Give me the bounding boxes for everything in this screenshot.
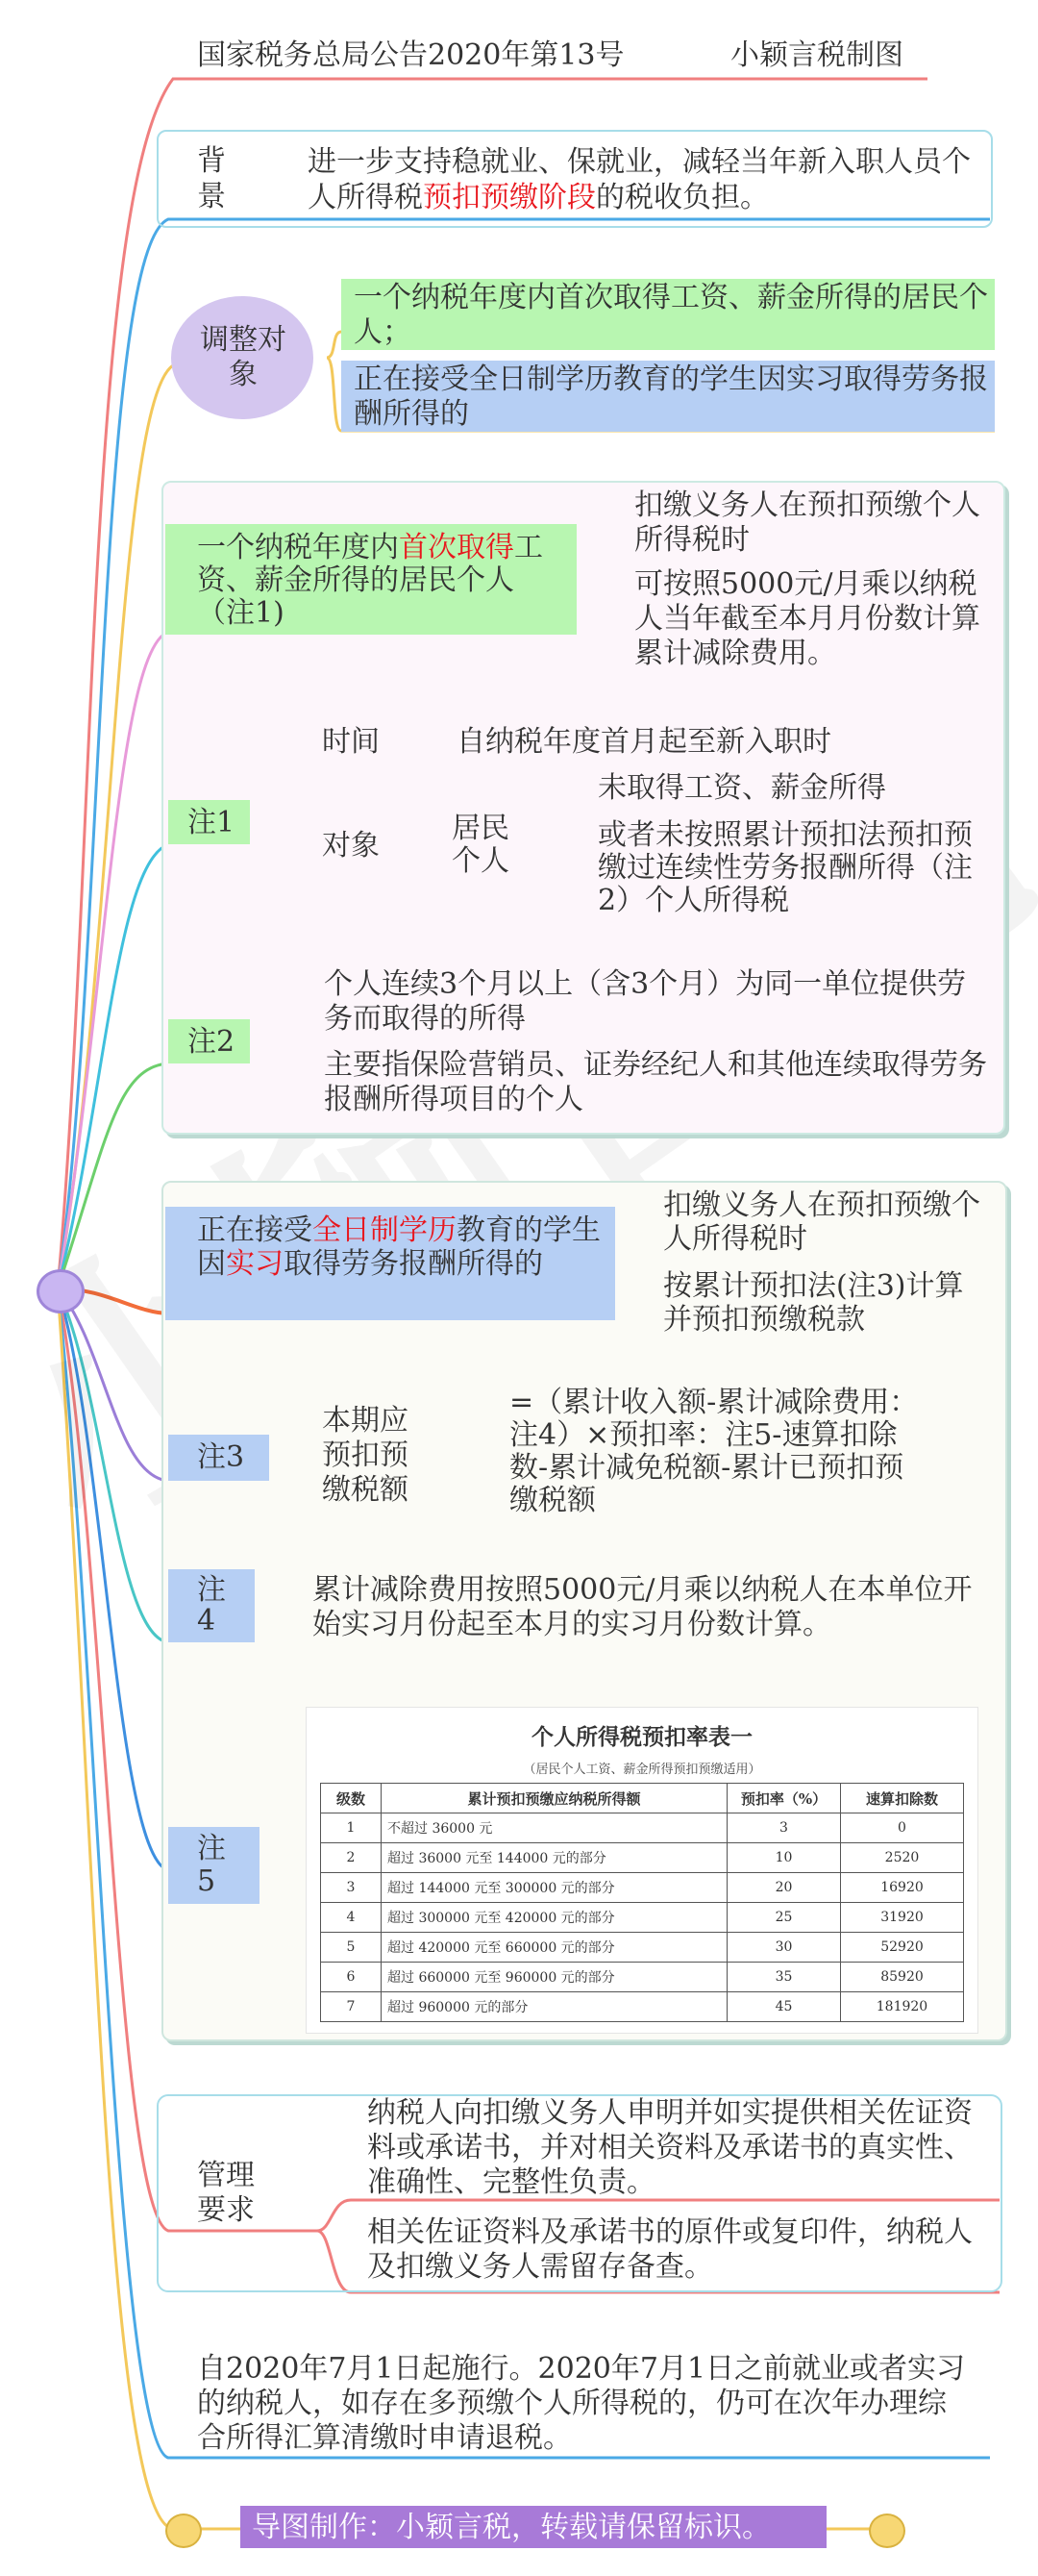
section1-main-text: 一个纳税年度内首次取得工资、薪金所得的居民个人（注1) [197, 531, 543, 630]
target-item-1-text: 一个纳税年度内首次取得工资、薪金所得的居民个人； [354, 281, 988, 349]
rate-table-row [321, 1963, 964, 1992]
root-node[interactable] [37, 1269, 85, 1313]
rate-table-cell: 45 [728, 1992, 841, 2022]
rate-table-cell: 1 [321, 1813, 382, 1843]
rate-table-card [306, 1707, 978, 2034]
section2-highlight-2: 实习 [226, 1247, 284, 1281]
rate-header: 累计预扣预缴应纳税所得额 [382, 1784, 728, 1813]
note1-time-label: 时间 [322, 725, 380, 759]
note2-item-2: 主要指保险营销员、证券经纪人和其他连续取得劳务报酬所得项目的个人 [324, 1048, 987, 1116]
footer-right-node [869, 2513, 905, 2548]
brand-title: 小颖言税制图 [730, 38, 903, 72]
section1-right-2: 可按照5000元/月乘以纳税人当年截至本月月份数计算累计减除费用。 [634, 567, 980, 670]
rate-table-cell: 7 [321, 1992, 382, 2022]
rate-table-cell: 超过 660000 元至 960000 元的部分 [382, 1963, 728, 1992]
rate-table-cell: 25 [728, 1903, 841, 1933]
rate-table-cell: 181920 [841, 1992, 964, 2022]
footer-left-node [165, 2513, 202, 2548]
rate-table-cell: 3 [321, 1873, 382, 1903]
rate-table-cell: 4 [321, 1903, 382, 1933]
rate-table-row [321, 1843, 964, 1873]
rate-table-cell: 超过 36000 元至 144000 元的部分 [382, 1843, 728, 1873]
rate-table-row [321, 1992, 964, 2022]
note3-formula: =（累计收入额-累计减除费用：注4）×预扣率：注5-速算扣除数-累计减免税额-累计已预扣预缴税额 [509, 1386, 919, 1517]
background-highlight: 预扣预缴阶段 [423, 181, 596, 214]
rate-table [320, 1783, 964, 2022]
rate-table-cell: 超过 144000 元至 300000 元的部分 [382, 1873, 728, 1903]
rate-table-cell: 0 [841, 1813, 964, 1843]
footer-text: 导图制作：小颖言税，转载请保留标识。 [252, 2511, 771, 2544]
target-label: 调整对象 [200, 323, 286, 391]
note1-tag-text: 注1 [187, 806, 235, 839]
rate-table-cell: 30 [728, 1933, 841, 1963]
note4-tag-text: 注4 [197, 1573, 226, 1638]
note4-text: 累计减除费用按照5000元/月乘以纳税人在本单位开始实习月份起至本月的实习月份数计算。 [312, 1573, 973, 1641]
rate-table-cell: 35 [728, 1963, 841, 1992]
rate-table-cell: 5 [321, 1933, 382, 1963]
management-item-2: 相关佐证资料及承诺书的原件或复印件，纳税人及扣缴义务人需留存备查。 [367, 2215, 973, 2284]
section1-highlight: 首次取得 [399, 531, 514, 564]
note2-item-1: 个人连续3个月以上（含3个月）为同一单位提供劳务而取得的所得 [324, 967, 967, 1036]
rate-table-row [321, 1903, 964, 1933]
rate-header: 预扣率（%） [728, 1784, 841, 1813]
note5-tag-text: 注5 [197, 1832, 226, 1898]
rate-table-cell: 20 [728, 1873, 841, 1903]
note1-time-value: 自纳税年度首月起至新入职时 [457, 725, 831, 759]
rate-header: 速算扣除数 [841, 1784, 964, 1813]
target-item-2-text: 正在接受全日制学历教育的学生因实习取得劳务报酬所得的 [354, 363, 988, 431]
note2-tag-text: 注2 [187, 1025, 235, 1059]
rate-table-cell: 3 [728, 1813, 841, 1843]
rate-table-subtitle: （居民个人工资、薪金所得预扣预缴适用） [523, 1763, 761, 1777]
background-label-2: 景 [197, 180, 226, 213]
section1-right-1: 扣缴义务人在预扣预缴个人所得税时 [634, 488, 980, 557]
rate-table-cell: 不超过 36000 元 [382, 1813, 728, 1843]
rate-table-cell: 超过 420000 元至 660000 元的部分 [382, 1933, 728, 1963]
background-text: 进一步支持稳就业、保就业，减轻当年新入职人员个人所得税预扣预缴阶段的税收负担。 [308, 145, 971, 214]
rate-table-cell: 2 [321, 1843, 382, 1873]
doc-title: 国家税务总局公告2020年第13号 [197, 38, 625, 72]
rate-table-cell: 10 [728, 1843, 841, 1873]
note1-object-label: 对象 [322, 829, 380, 863]
effective-text: 自2020年7月1日起施行。2020年7月1日之前就业或者实习的纳税人，如存在多预缴个人所得税的，仍可在次年办理综合所得汇算清缴时申请退税。 [197, 2352, 966, 2455]
management-item-1: 纳税人向扣缴义务人申明并如实提供相关佐证资料或承诺书，并对相关资料及承诺书的真实性、准确性、完整性负责。 [367, 2096, 973, 2199]
section2-main-text: 正在接受全日制学历教育的学生因实习取得劳务报酬所得的 [197, 1213, 601, 1281]
rate-table-row [321, 1933, 964, 1963]
section2-right-2: 按累计预扣法(注3)计算并预扣预缴税款 [663, 1269, 964, 1337]
note3-tag-text: 注3 [197, 1440, 245, 1474]
note1-object-item-1: 未取得工资、薪金所得 [598, 771, 886, 805]
background-label-1: 背 [197, 144, 226, 178]
rate-table-cell: 85920 [841, 1963, 964, 1992]
rate-table-cell: 16920 [841, 1873, 964, 1903]
note1-object-item-2: 或者未按照累计预扣法预扣预缴过连续性劳务报酬所得（注2）个人所得税 [598, 818, 973, 917]
rate-table-cell: 超过 960000 元的部分 [382, 1992, 728, 2022]
rate-table-cell: 超过 300000 元至 420000 元的部分 [382, 1903, 728, 1933]
management-label: 管理要求 [197, 2159, 255, 2227]
section2-right-1: 扣缴义务人在预扣预缴个人所得税时 [663, 1188, 980, 1256]
rate-table-cell: 2520 [841, 1843, 964, 1873]
rate-table-row [321, 1813, 964, 1843]
rate-table-cell: 31920 [841, 1903, 964, 1933]
note3-label: 本期应预扣预缴税额 [322, 1404, 408, 1507]
rate-table-cell: 52920 [841, 1933, 964, 1963]
rate-table-row [321, 1873, 964, 1903]
rate-table-title: 个人所得税预扣率表一 [531, 1724, 753, 1750]
rate-table-cell: 6 [321, 1963, 382, 1992]
rate-header: 级数 [321, 1784, 382, 1813]
section2-highlight-1: 全日制学历 [312, 1213, 457, 1247]
note1-resident: 居民个人 [452, 812, 509, 878]
